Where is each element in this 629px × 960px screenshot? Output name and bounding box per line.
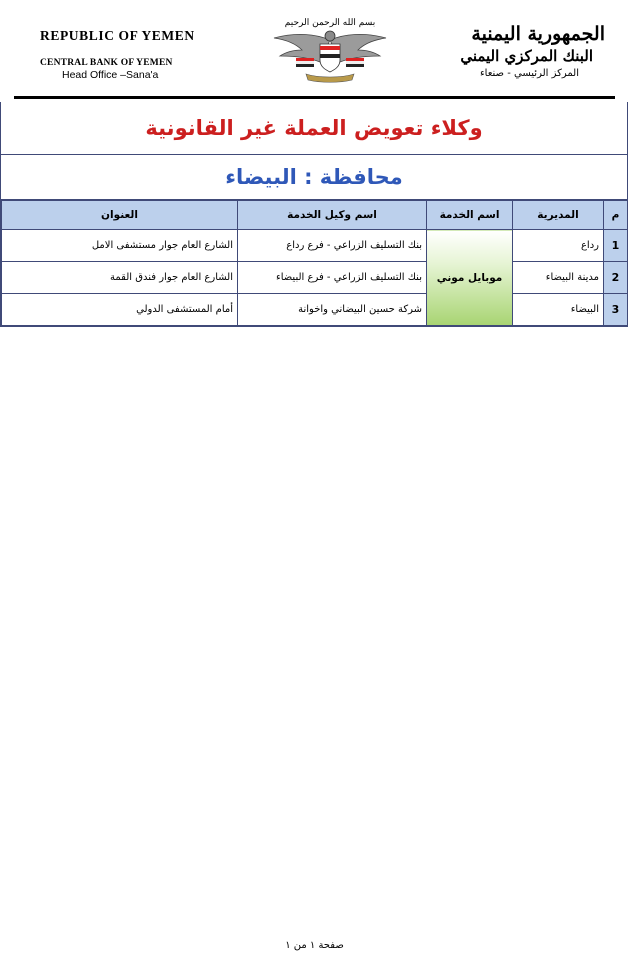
table-row (2, 230, 628, 262)
row-district: البيضاء (513, 294, 604, 326)
emblem-inscription: بسم الله الرحمن الرحيم (284, 18, 376, 28)
header-address: العنوان (2, 201, 238, 230)
header-service: اسم الخدمة (427, 201, 513, 230)
row-district: رداع (513, 230, 604, 262)
header-num: م (604, 201, 628, 230)
en-country-name: REPUBLIC OF YEMEN (40, 28, 195, 43)
row-address: الشارع العام جوار فندق القمة (2, 262, 238, 294)
service-name-cell: موبايل موني (427, 230, 513, 326)
row-address: أمام المستشفى الدولي (2, 294, 238, 326)
table-row (2, 262, 628, 294)
document-title: وكلاء تعويض العملة غير القانونية (1, 102, 627, 155)
agents-table (1, 200, 628, 326)
ar-office-name: المركز الرئيسي - صنعاء (479, 68, 579, 79)
table-row (2, 294, 628, 326)
header-agent: اسم وكيل الخدمة (238, 201, 427, 230)
row-address: الشارع العام جوار مستشفى الامل (2, 230, 238, 262)
row-agent: بنك التسليف الزراعي - فرع رداع (238, 230, 427, 262)
table-header-row (2, 201, 628, 230)
letterhead (0, 0, 629, 100)
arabic-letterhead (415, 22, 605, 79)
document-frame (0, 102, 628, 327)
row-agent: شركة حسين البيضاني واخوانة (238, 294, 427, 326)
en-bank-name: CENTRAL BANK OF YEMEN (40, 58, 173, 68)
ar-bank-name: البنك المركزي اليمني (460, 47, 593, 65)
governorate-title: محافظة : البيضاء (1, 155, 627, 200)
header-divider (14, 96, 615, 99)
en-office-name: Head Office –Sana'a (62, 69, 159, 81)
row-district: مدينة البيضاء (513, 262, 604, 294)
row-agent: بنك التسليف الزراعي - فرع البيضاء (238, 262, 427, 294)
row-num: 1 (604, 230, 628, 262)
yemen-emblem-icon (266, 12, 394, 84)
page-number: صفحة ١ من ١ (285, 940, 344, 951)
row-num: 3 (604, 294, 628, 326)
english-letterhead (30, 28, 230, 81)
ar-country-name: الجمهورية اليمنية (471, 23, 605, 45)
row-num: 2 (604, 262, 628, 294)
header-district: المديرية (513, 201, 604, 230)
